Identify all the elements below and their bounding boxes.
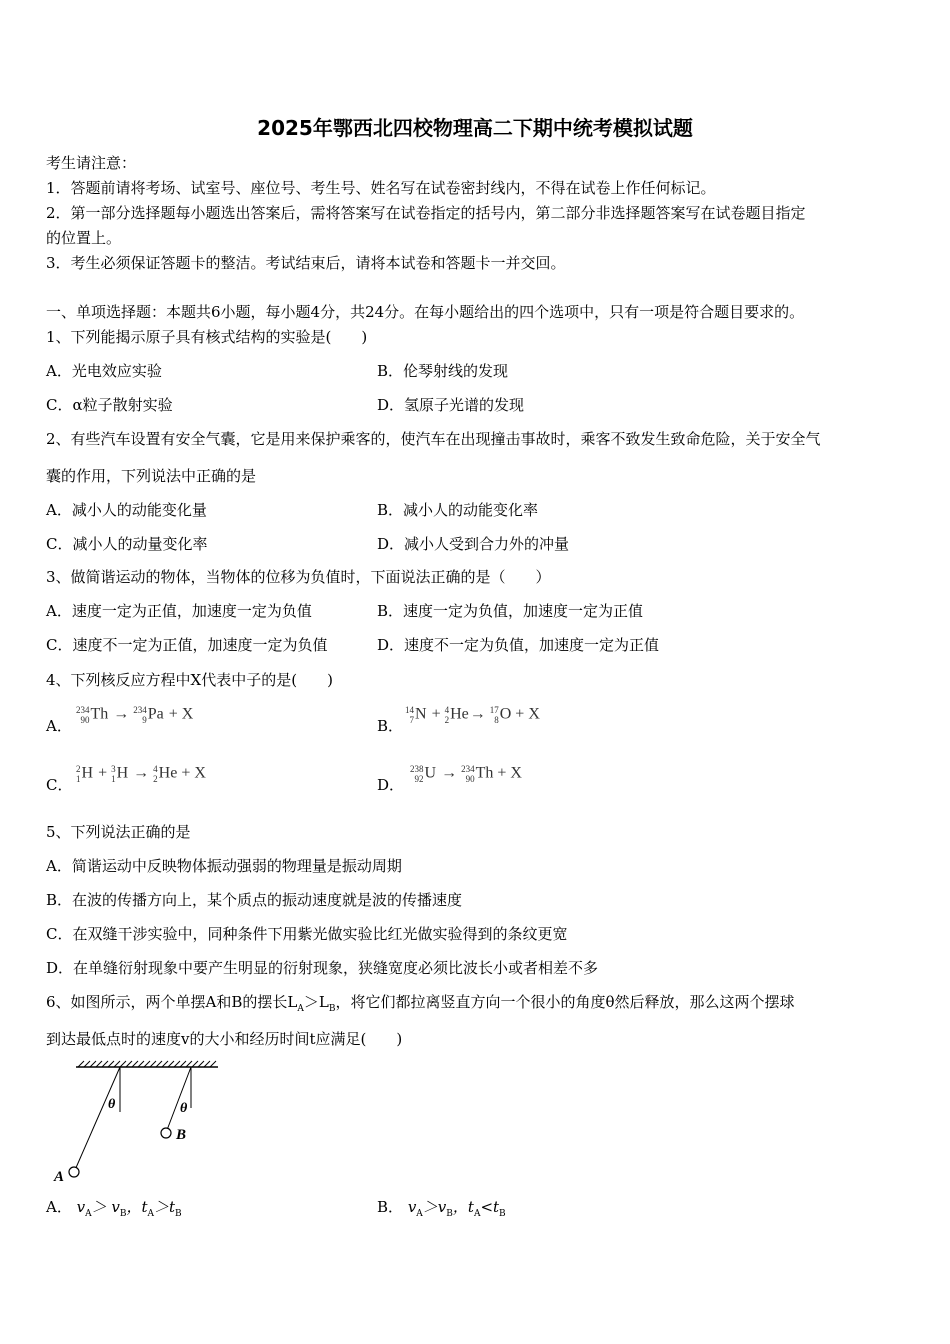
q4-option-d-label: D． bbox=[377, 776, 405, 794]
q5-option-d: D．在单缝衍射现象中要产生明显的衍射现象，狭缝宽度必须比波长小或者相差不多 bbox=[46, 959, 599, 977]
pendulum-b-angle: θ bbox=[180, 1101, 188, 1116]
q3-stem: 3、做简谐运动的物体，当物体的位移为负值时，下面说法正确的是（ ） bbox=[46, 568, 551, 586]
notice-item-2-cont: 的位置上。 bbox=[46, 229, 122, 247]
q3-option-a: A．速度一定为正值，加速度一定为负值 bbox=[46, 602, 312, 620]
pendulum-a-angle: θ bbox=[108, 1097, 116, 1112]
q2-stem-line2: 囊的作用，下列说法中正确的是 bbox=[46, 467, 257, 485]
q4-option-c-label: C． bbox=[46, 776, 73, 794]
q2-option-b: B．减小人的动能变化率 bbox=[377, 501, 539, 519]
pendulum-b-string bbox=[167, 1067, 191, 1130]
q5-option-b: B．在波的传播方向上，某个质点的振动速度就是波的传播速度 bbox=[46, 891, 463, 909]
q6-option-a: A． $v_A> v_B$，$t_A>t_B$ bbox=[46, 1198, 182, 1219]
q2-option-c: C．减小人的动量变化率 bbox=[46, 535, 208, 553]
page-title: 2025年鄂西北四校物理高二下期中统考模拟试题 bbox=[257, 116, 693, 140]
q1-stem: 1、下列能揭示原子具有核式结构的实验是( ) bbox=[46, 328, 368, 346]
notice-item-1: 1．答题前请将考场、试室号、座位号、考生号、姓名写在试卷密封线内，不得在试卷上作任何标记。 bbox=[46, 179, 716, 197]
q6-option-b: B． $v_A>v_B$，$t_A<t_B$ bbox=[377, 1198, 506, 1219]
q2-option-a: A．减小人的动能变化量 bbox=[46, 501, 207, 519]
q4-option-a-label: A． bbox=[46, 717, 72, 735]
pendulum-a-bob bbox=[69, 1167, 79, 1177]
q4-stem: 4、下列核反应方程中X代表中子的是( ) bbox=[46, 671, 333, 689]
pendulum-figure bbox=[46, 1060, 226, 1185]
q5-option-c: C．在双缝干涉实验中，同种条件下用紫光做实验比红光做实验得到的条纹更宽 bbox=[46, 925, 568, 943]
q5-option-a: A．简谐运动中反映物体振动强弱的物理量是振动周期 bbox=[46, 857, 402, 875]
q1-option-d: D．氢原子光谱的发现 bbox=[377, 396, 525, 414]
notice-heading: 考生请注意： bbox=[46, 154, 137, 172]
q6-stem-line2: 到达最低点时的速度v的大小和经历时间t应满足( ) bbox=[46, 1030, 403, 1048]
q2-stem-line1: 2、有些汽车设置有安全气囊，它是用来保护乘客的，使汽车在出现撞击事故时，乘客不致发生致命危险，关于安全气 bbox=[46, 430, 821, 448]
q6-stem-line1: 6、如图所示，两个单摆A和B的摆长$L_A>L_B$，将它们都拉离竖直方向一个很小的角度θ然后释放，那么这两个摆球 bbox=[46, 993, 795, 1014]
notice-item-2: 2．第一部分选择题每小题选出答案后，需将答案写在试卷指定的括号内，第二部分非选择题答案写在试卷题目指定 bbox=[46, 204, 806, 222]
q4-option-c-equation: 2 1 H + 3 1 H → 4 2 He + X bbox=[76, 764, 206, 784]
q4-option-b-equation: 14 7 N + 4 2 He→ 17 8 O + X bbox=[405, 705, 540, 725]
section-heading: 一、单项选择题：本题共6小题，每小题4分，共24分。在每小题给出的四个选项中，只有一项是符合题目要求的。 bbox=[46, 303, 805, 321]
notice-item-3: 3．考生必须保证答题卡的整洁。考试结束后，请将本试卷和答题卡一并交回。 bbox=[46, 254, 566, 272]
pendulum-b-label: B bbox=[176, 1127, 187, 1143]
q1-option-b: B．伦琴射线的发现 bbox=[377, 362, 509, 380]
pendulum-a-string bbox=[75, 1067, 120, 1170]
q3-option-c: C．速度不一定为正值，加速度一定为负值 bbox=[46, 636, 328, 654]
q2-option-d: D．减小人受到合力外的冲量 bbox=[377, 535, 570, 553]
q3-option-d: D．速度不一定为负值，加速度一定为正值 bbox=[377, 636, 660, 654]
q4-option-a-equation: 234 90 Th → 234 9 Pa + X bbox=[76, 705, 194, 725]
q3-option-b: B．速度一定为负值，加速度一定为正值 bbox=[377, 602, 644, 620]
q5-stem: 5、下列说法正确的是 bbox=[46, 823, 191, 841]
pendulum-a-label: A bbox=[54, 1169, 65, 1185]
pendulum-b-bob bbox=[161, 1128, 171, 1138]
q1-option-a: A．光电效应实验 bbox=[46, 362, 162, 380]
q4-option-b-label: B． bbox=[377, 717, 404, 735]
q1-option-c: C．α粒子散射实验 bbox=[46, 396, 173, 414]
q4-option-d-equation: 238 92 U → 234 90 Th + X bbox=[410, 764, 522, 784]
